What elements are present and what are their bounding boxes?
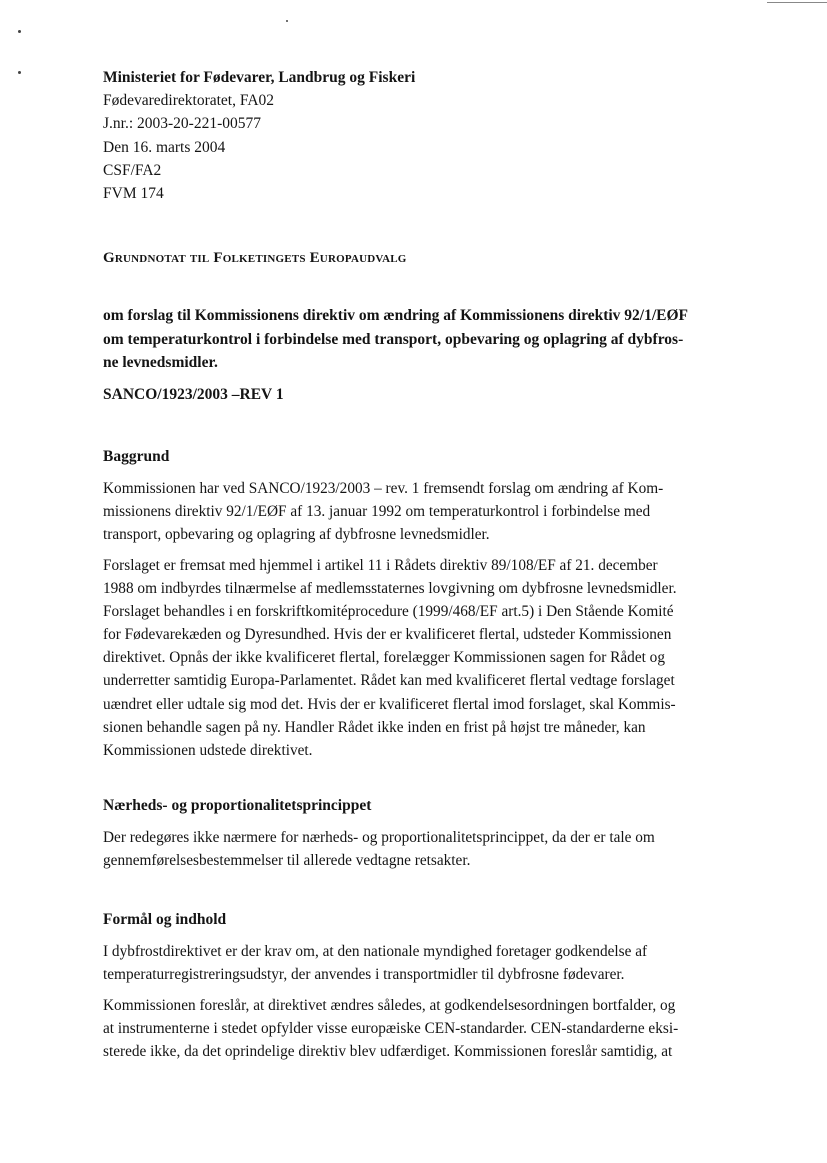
document-date: Den 16. marts 2004	[103, 138, 226, 156]
reference-code: CSF/FA2	[103, 161, 162, 179]
subject-line: om forslag til Kommissionens direktiv om ændring af Kommissionens direktiv 92/1/EØF	[103, 307, 689, 325]
document-title: Grundnotat til Folketingets Europaudvalg	[103, 250, 407, 267]
scan-speck	[18, 71, 21, 74]
text-line: Forslaget er fremsat med hjemmel i artikel 11 i Rådets direktiv 89/108/EF af 21. december	[103, 557, 658, 574]
text-line: temperaturregistreringsudstyr, der anvendes i transportmidler til dybfrosne fødevarer.	[103, 966, 625, 984]
directorate: Fødevaredirektoratet, FA02	[103, 92, 275, 110]
text-line: sionen behandle sagen på ny. Handler Rådet ikke inden en frist på højst tre måneder, kan	[103, 718, 646, 736]
text-line: for Fødevarekæden og Dyresundhed. Hvis der er kvalificeret flertal, udsteder Kommissionen	[103, 626, 672, 644]
scan-speck	[18, 30, 21, 33]
text-line: at instrumenterne i stedet opfylder visse europæiske CEN-standarder. CEN-standarderne eksi-	[103, 1020, 679, 1038]
scan-edge-line	[767, 2, 827, 3]
paragraph	[103, 940, 723, 986]
text-line: underretter samtidig Europa-Parlamentet. Rådet kan med kvalificeret flertal vedtage forslaget	[103, 672, 675, 690]
text-line: sterede ikke, da det oprindelige direktiv blev udfærdiget. Kommissionen foreslår samtidig, at	[103, 1043, 673, 1061]
text-line: Forslaget behandles i en forskriftkomitéprocedure (1999/468/EF art.5) i Den Stående Komité	[103, 603, 674, 621]
subject-line: ne levnedsmidler.	[103, 354, 218, 372]
ministry-name: Ministeriet for Fødevarer, Landbrug og Fiskeri	[103, 69, 416, 86]
text-line: Der redegøres ikke nærmere for nærheds- og proportionalitetsprincippet, da der er tale om	[103, 828, 655, 846]
text-line: direktivet. Opnås der ikke kvalificeret flertal, forelægger Kommissionen sagen for Rådet og	[103, 649, 665, 667]
paragraph	[103, 554, 723, 762]
section-heading-baggrund: Baggrund	[103, 447, 170, 465]
section-heading-formaal: Formål og indhold	[103, 911, 227, 929]
journal-number: J.nr.: 2003-20-221-00577	[103, 115, 262, 133]
text-line: I dybfrostdirektivet er der krav om, at den nationale myndighed foretager godkendelse af	[103, 943, 648, 961]
sanco-reference: SANCO/1923/2003 –REV 1	[103, 385, 284, 403]
text-line: gennemførelsesbestemmelser til allerede vedtagne retsakter.	[103, 851, 471, 869]
text-line: Kommissionen har ved SANCO/1923/2003 – rev. 1 fremsendt forslag om ændring af Kom-	[103, 479, 664, 497]
scan-speck	[286, 20, 288, 22]
paragraph	[103, 994, 723, 1063]
document-content	[103, 66, 723, 1064]
paragraph	[103, 826, 723, 872]
fvm-number: FVM 174	[103, 185, 164, 203]
text-line: missionens direktiv 92/1/EØF af 13. januar 1992 om temperaturkontrol i forbindelse med	[103, 502, 651, 520]
subject-heading	[103, 304, 723, 375]
text-line: transport, opbevaring og oplagring af dybfrosne levnedsmidler.	[103, 525, 490, 543]
subject-line: om temperaturkontrol i forbindelse med transport, opbevaring og oplagring af dybfros-	[103, 330, 684, 348]
section-heading-naerhed: Nærheds- og proportionalitetsprincippet	[103, 796, 372, 814]
text-line: Kommissionen udstede direktivet.	[103, 741, 313, 759]
text-line: 1988 om indbyrdes tilnærmelse af medlemsstaternes lovgivning om dybfrosne levnedsmidler.	[103, 580, 677, 598]
text-line: Kommissionen foreslår, at direktivet ændres således, at godkendelsesordningen bortfalder, og	[103, 997, 676, 1015]
text-line: uændret eller udtale sig mod det. Hvis der er kvalificeret flertal imod forslaget, skal Kommis-	[103, 695, 676, 713]
paragraph	[103, 477, 723, 546]
letterhead	[103, 66, 723, 205]
